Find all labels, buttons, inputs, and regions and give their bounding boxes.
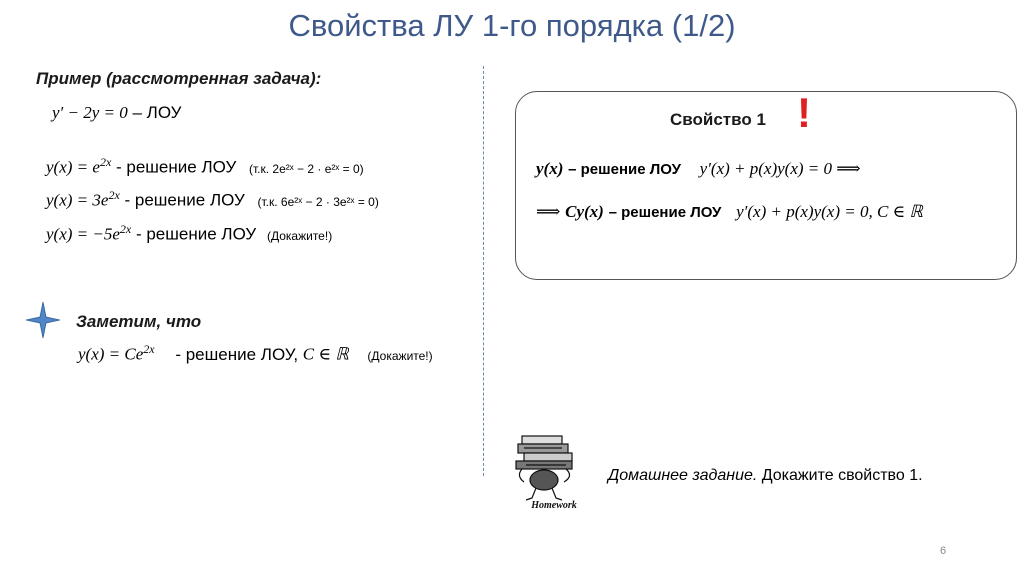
homework-text-italic: Домашнее задание. (608, 467, 758, 484)
property-line2-text: – решение ЛОУ (608, 204, 722, 221)
implies-arrow: ⟹ (536, 202, 561, 221)
row-formula: y(x) = 3e (46, 190, 109, 210)
row-exponent: 2x (99, 155, 112, 169)
example-row-1 (46, 155, 364, 178)
property-line2-lhs: Cy(x) (565, 202, 604, 221)
observation-set: C ∈ ℝ (302, 344, 349, 364)
homework-text (608, 467, 923, 485)
example-equation: y′ − 2y = 0 (52, 103, 128, 122)
observation-heading: Заметим, что (76, 312, 202, 331)
homework-label: Homework (531, 500, 577, 510)
row-note: (Докажите!) (266, 228, 333, 243)
property-line-2 (536, 202, 923, 222)
property-line2-eq: y′(x) + p(x)y(x) = 0, C ∈ ℝ (736, 202, 923, 221)
example-heading: Пример (рассмотренная задача): (36, 69, 322, 88)
example-row-3 (46, 222, 332, 245)
page-number: 6 (940, 545, 947, 557)
property-line1-eq: y′(x) + p(x)y(x) = 0 ⟹ (699, 159, 861, 178)
slide-title: Свойства ЛУ 1-го порядка (1/2) (288, 8, 736, 43)
row-text: - решение ЛОУ (116, 157, 237, 177)
row-text: - решение ЛОУ (135, 224, 257, 244)
property-box (515, 91, 1017, 280)
row-formula: y(x) = −5e (46, 224, 120, 244)
homework-books-icon (514, 428, 594, 510)
example-equation-suffix: – ЛОУ (132, 103, 182, 122)
observation-formula: y(x) = Ce (78, 344, 144, 364)
row-note: (т.к. 2e²ˣ − 2 · e²ˣ = 0) (249, 161, 364, 176)
property-line1-lhs: y(x) (536, 159, 564, 178)
property-line1-text: – решение ЛОУ (568, 161, 681, 178)
homework-text-rest: Докажите свойство 1. (761, 467, 923, 484)
observation-exponent: 2x (143, 342, 155, 356)
observation-note: (Докажите!) (367, 348, 433, 363)
property-title: Свойство 1 (670, 110, 766, 129)
exclamation-icon: ! (797, 89, 811, 136)
row-formula: y(x) = e (46, 157, 100, 177)
row-note: (т.к. 6e²ˣ − 2 · 3e²ˣ = 0) (257, 194, 379, 209)
observation-line (78, 342, 433, 365)
example-row-2 (46, 188, 379, 211)
row-text: - решение ЛОУ (124, 190, 245, 210)
observation-text: - решение ЛОУ, (175, 344, 299, 364)
column-divider (483, 66, 484, 476)
star-icon (26, 302, 60, 338)
example-equation-line (52, 103, 181, 123)
row-exponent: 2x (108, 188, 120, 202)
property-line-1 (536, 159, 861, 179)
row-exponent: 2x (119, 222, 132, 236)
